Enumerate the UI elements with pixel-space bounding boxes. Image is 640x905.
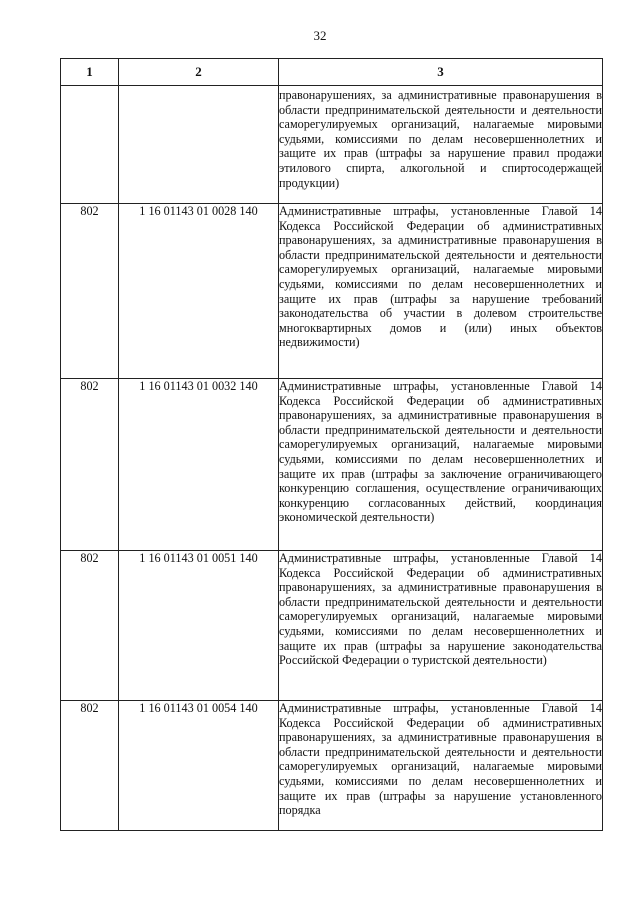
description-cell [279, 86, 603, 204]
table-header-row [61, 59, 603, 86]
table-row [61, 551, 603, 701]
budget-code-cell: 1 16 01143 01 0054 140 [119, 701, 279, 831]
budget-code-cell [119, 86, 279, 204]
table-row [61, 379, 603, 551]
header-col-1: 1 [61, 59, 119, 86]
budget-code-cell: 1 16 01143 01 0028 140 [119, 204, 279, 379]
page-number: 32 [313, 28, 327, 43]
header-col-3: 3 [279, 59, 603, 86]
description-cell [279, 701, 603, 831]
admin-code-cell: 802 [61, 701, 119, 831]
description-text: Административные штрафы, установленные Главой 14 Кодекса Российской Федерации об административных правонарушениях, за административные правонарушения в области предпринимательской деятельности и деятельности саморегулируемых организаций, налагаемые мировыми судьями, комиссиями по делам несовершеннолетних и защите их прав (штрафы за нарушение требований законодательства об участии в долевом строительстве многоквартирных домов и (или) иных объектов недвижимости) [279, 204, 602, 350]
table-row [61, 86, 603, 204]
admin-code-cell: 802 [61, 551, 119, 701]
description-text: правонарушениях, за административные правонарушения в области предпринимательской деятельности и деятельности саморегулируемых организаций, налагаемые мировыми судьями, комиссиями по делам несовершеннолетних и защите их прав (штрафы за нарушение правил продажи этилового спирта, алкогольной и спиртосодержащей продукции) [279, 88, 602, 190]
admin-code-cell: 802 [61, 379, 119, 551]
header-col-2: 2 [119, 59, 279, 86]
table-row [61, 701, 603, 831]
description-cell [279, 379, 603, 551]
admin-code-cell [61, 86, 119, 204]
revenue-codes-table [60, 58, 603, 831]
budget-code-cell: 1 16 01143 01 0051 140 [119, 551, 279, 701]
description-cell [279, 204, 603, 379]
table-row [61, 204, 603, 379]
description-cell [279, 551, 603, 701]
description-text: Административные штрафы, установленные Главой 14 Кодекса Российской Федерации об административных правонарушениях, за административные правонарушения в области предпринимательской деятельности и деятельности саморегулируемых организаций, налагаемые мировыми судьями, комиссиями по делам несовершеннолетних и защите их прав (штрафы за нарушение установленного порядка [279, 701, 602, 818]
description-text: Административные штрафы, установленные Главой 14 Кодекса Российской Федерации об административных правонарушениях, за административные правонарушения в области предпринимательской деятельности и деятельности саморегулируемых организаций, налагаемые мировыми судьями, комиссиями по делам несовершеннолетних и защите их прав (штрафы за заключение ограничивающего конкуренцию соглашения, осуществление ограничивающих конкуренцию согласованных действий, координация экономической деятельности) [279, 379, 602, 525]
description-text: Административные штрафы, установленные Главой 14 Кодекса Российской Федерации об административных правонарушениях, за административные правонарушения в области предпринимательской деятельности и деятельности саморегулируемых организаций, налагаемые мировыми судьями, комиссиями по делам несовершеннолетних и защите их прав (штрафы за нарушение законодательства Российской Федерации о туристской деятельности) [279, 551, 602, 668]
admin-code-cell: 802 [61, 204, 119, 379]
budget-code-cell: 1 16 01143 01 0032 140 [119, 379, 279, 551]
